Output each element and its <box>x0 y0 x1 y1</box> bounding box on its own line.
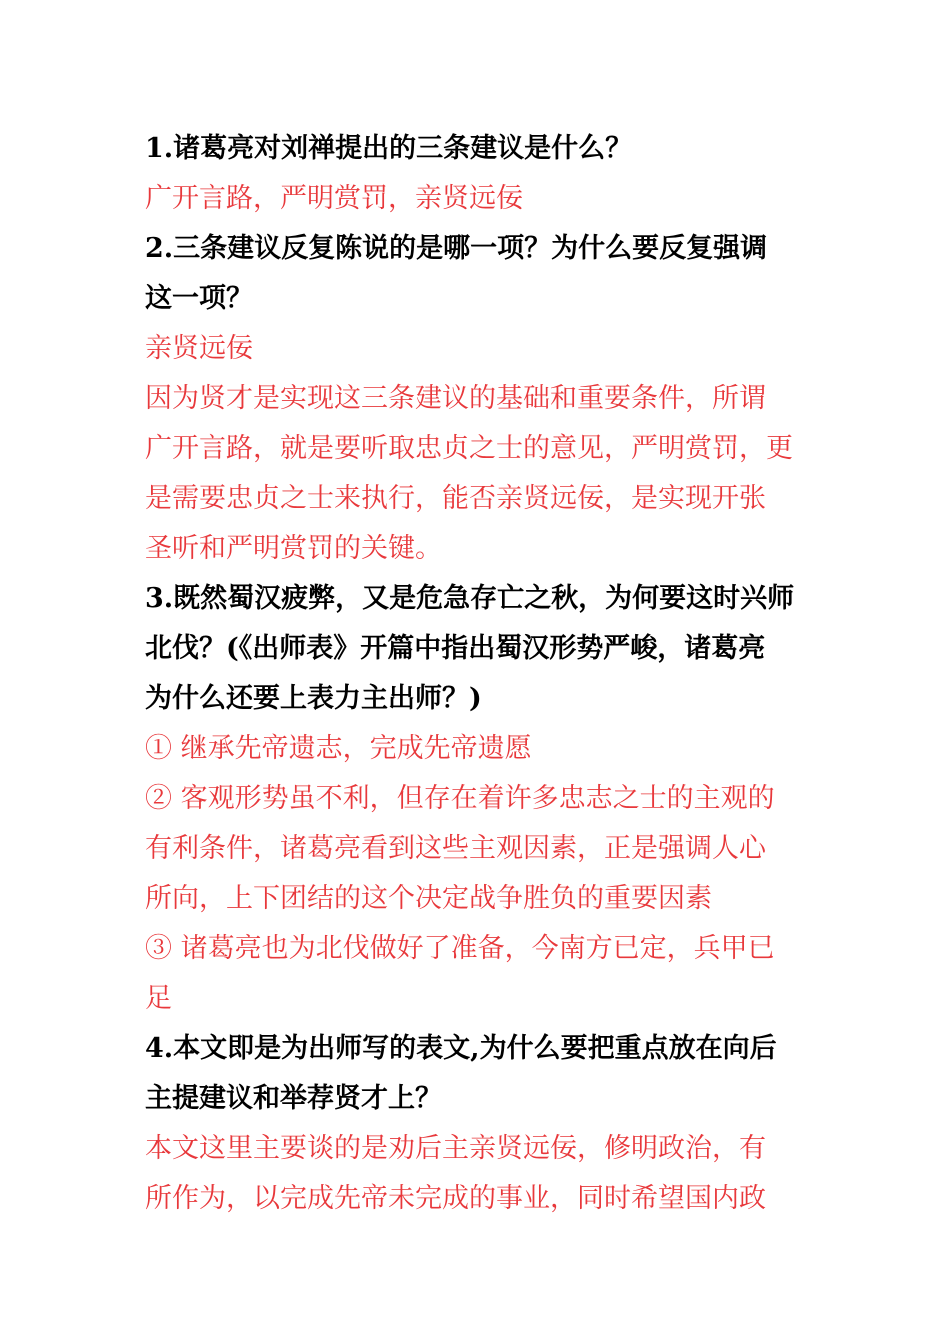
question-2-line-2: 这一项？ <box>145 283 253 314</box>
answer-2-line-2: 因为贤才是实现这三条建议的基础和重要条件，所谓 <box>145 383 766 414</box>
answer-1-line-1: 广开言路，严明赏罚，亲贤远佞 <box>145 183 523 214</box>
question-2-line-1: 2.三条建议反复陈说的是哪一项？为什么要反复强调 <box>145 233 768 264</box>
question-3-line-3: 为什么还要上表力主出师？) <box>145 683 482 714</box>
answer-2-line-3: 广开言路，就是要听取忠贞之士的意见，严明赏罚，更 <box>145 433 793 464</box>
question-4-line-2: 主提建议和举荐贤才上？ <box>145 1083 442 1114</box>
answer-2-line-1: 亲贤远佞 <box>145 333 253 364</box>
answer-4-line-1: 本文这里主要谈的是劝后主亲贤远佞，修明政治，有 <box>145 1133 766 1164</box>
answer-3-point-2-line-3: 所向，上下团结的这个决定战争胜负的重要因素 <box>145 883 712 914</box>
answer-3-point-2-line-1: ② 客观形势虽不利，但存在着许多忠志之士的主观的 <box>145 783 775 814</box>
question-3-line-1: 3.既然蜀汉疲弊，又是危急存亡之秋，为何要这时兴师 <box>145 583 795 614</box>
answer-2-line-4: 是需要忠贞之士来执行，能否亲贤远佞，是实现开张 <box>145 483 766 514</box>
question-1-line-1: 1.诸葛亮对刘禅提出的三条建议是什么？ <box>145 133 633 164</box>
question-4-line-1: 4.本文即是为出师写的表文,为什么要把重点放在向后 <box>145 1033 777 1064</box>
document-page <box>145 124 810 1224</box>
answer-4-line-2: 所作为，以完成先帝未完成的事业，同时希望国内政 <box>145 1183 766 1214</box>
answer-3-point-3-line-2: 足 <box>145 983 172 1014</box>
answer-3-point-1: ① 继承先帝遗志，完成先帝遗愿 <box>145 733 532 764</box>
answer-3-point-2-line-2: 有利条件，诸葛亮看到这些主观因素，正是强调人心 <box>145 833 766 864</box>
answer-3-point-3-line-1: ③ 诸葛亮也为北伐做好了准备，今南方已定，兵甲已 <box>145 933 775 964</box>
answer-2-line-5: 圣听和严明赏罚的关键。 <box>145 533 442 564</box>
question-3-line-2: 北伐？(《出师表》开篇中指出蜀汉形势严峻，诸葛亮 <box>145 633 766 664</box>
